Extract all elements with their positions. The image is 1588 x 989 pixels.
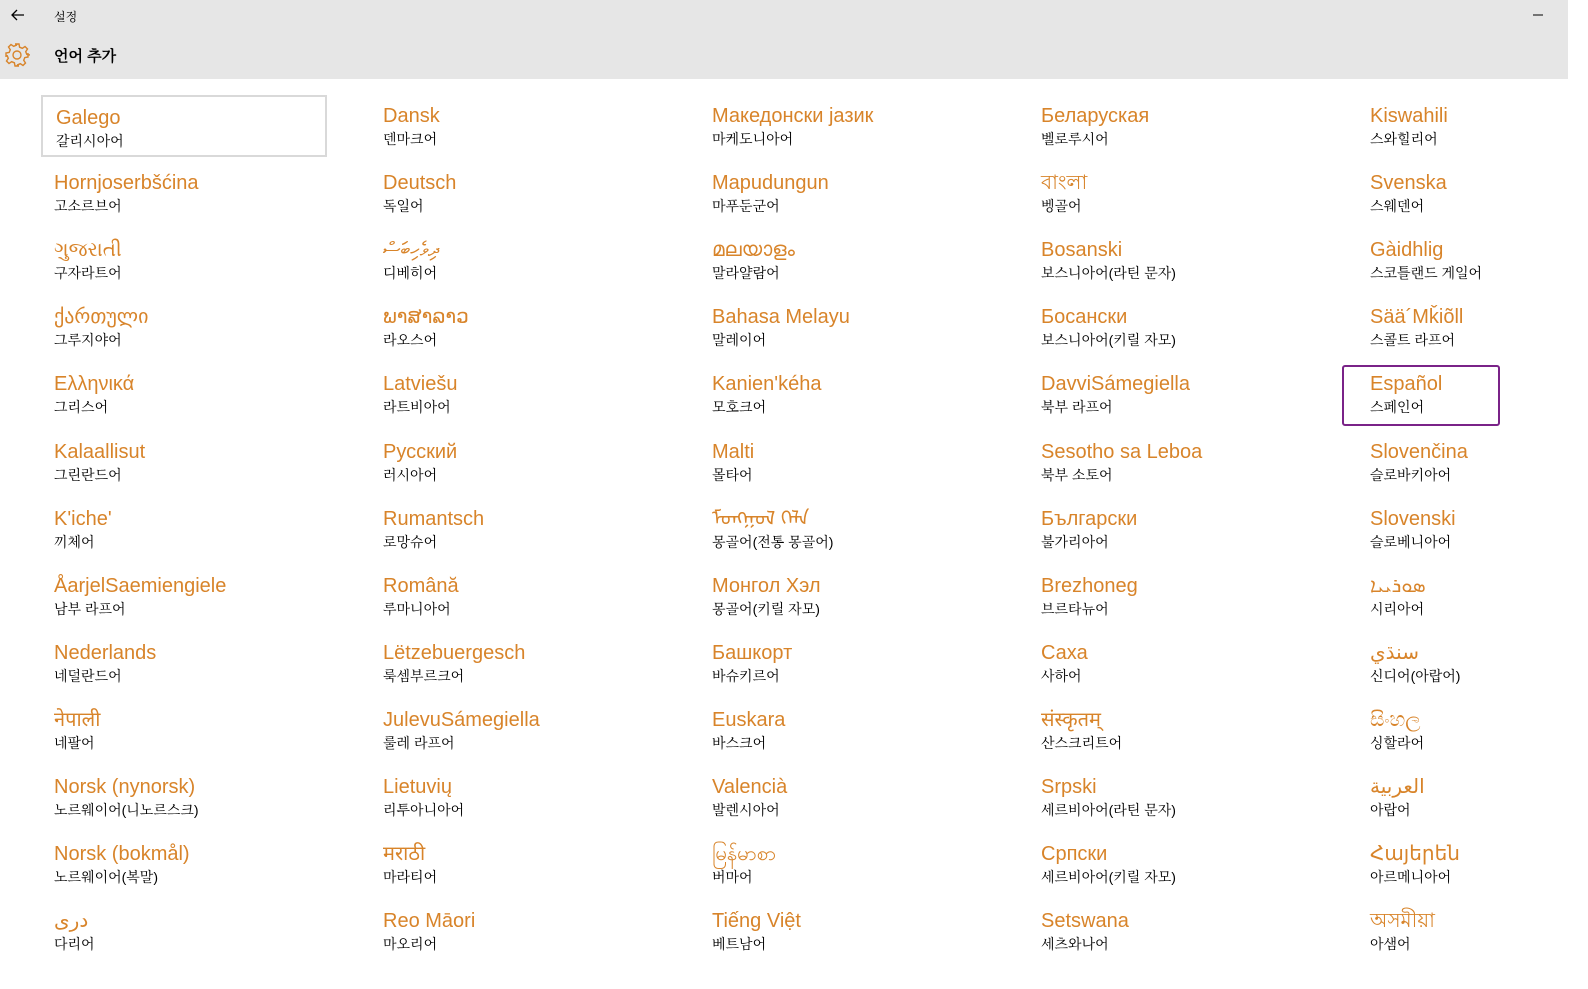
language-item[interactable] [1028, 565, 1314, 627]
language-korean-name: 북부 소토어 [1041, 467, 1113, 483]
language-native-name: Босански [1041, 306, 1128, 328]
language-item[interactable] [370, 229, 656, 291]
language-native-name: دری [54, 910, 89, 932]
language-korean-name: 브르타뉴어 [1041, 601, 1109, 617]
language-korean-name: 세르비아어(라틴 문자) [1041, 802, 1176, 818]
language-native-name: سنڌي [1370, 642, 1419, 664]
language-item[interactable] [1028, 296, 1314, 358]
language-korean-name: 러시아어 [383, 467, 438, 483]
language-korean-name: 스와힐리어 [1370, 131, 1438, 147]
language-korean-name: 마케도니아어 [712, 131, 794, 147]
language-native-name: Kiswahili [1370, 105, 1448, 127]
language-item[interactable] [370, 296, 656, 358]
language-item[interactable] [699, 833, 985, 895]
language-native-name: Latviešu [383, 373, 458, 395]
language-korean-name: 보스니아어(라틴 문자) [1041, 265, 1176, 281]
language-item[interactable] [1028, 833, 1314, 895]
language-native-name: Bahasa Melayu [712, 306, 850, 328]
language-item[interactable] [41, 699, 327, 761]
language-native-name: ÅarjelSaemiengiele [54, 575, 227, 597]
language-item[interactable] [41, 95, 327, 157]
language-item[interactable] [1357, 363, 1588, 425]
language-item[interactable] [41, 900, 327, 962]
language-item[interactable] [41, 498, 327, 560]
language-item[interactable] [370, 766, 656, 828]
language-native-name: Македонски јазик [712, 105, 874, 127]
language-native-name: Gàidhlig [1370, 239, 1444, 261]
language-korean-name: 네팔어 [54, 735, 95, 751]
language-korean-name: 몽골어(키릴 자모) [712, 601, 820, 617]
language-korean-name: 스웨덴어 [1370, 198, 1425, 214]
language-native-name: Valencià [712, 776, 788, 798]
language-korean-name: 북부 라프어 [1041, 399, 1113, 415]
language-native-name: Bosanski [1041, 239, 1123, 261]
language-native-name: Nederlands [54, 642, 157, 664]
language-native-name: Brezhoneg [1041, 575, 1138, 597]
language-native-name: Български [1041, 508, 1138, 530]
language-native-name: Kanien'kéha [712, 373, 822, 395]
language-native-name: മലയാളം [712, 239, 795, 261]
language-item[interactable] [699, 229, 985, 291]
language-native-name: Հայերեն [1370, 843, 1460, 865]
language-native-name: Malti [712, 441, 755, 463]
language-native-name: Norsk (bokmål) [54, 843, 190, 865]
language-item[interactable] [1357, 229, 1588, 291]
language-item[interactable] [1357, 95, 1588, 157]
language-item[interactable] [699, 900, 985, 962]
language-item[interactable] [1357, 900, 1588, 962]
language-item[interactable] [1028, 766, 1314, 828]
language-korean-name: 갈리시아어 [56, 133, 124, 149]
language-item[interactable] [1028, 229, 1314, 291]
language-native-name: K'iche' [54, 508, 112, 530]
language-native-name: မြန်မာစာ [712, 843, 777, 865]
language-item[interactable] [699, 363, 985, 425]
language-native-name: Башкорт [712, 642, 793, 664]
language-korean-name: 말레이어 [712, 332, 767, 348]
language-native-name: Norsk (nynorsk) [54, 776, 196, 798]
language-native-name: ગુજરાતી [54, 239, 122, 261]
language-item[interactable] [41, 766, 327, 828]
language-item[interactable] [699, 632, 985, 694]
language-item[interactable] [1028, 431, 1314, 493]
language-native-name: Setswana [1041, 910, 1129, 932]
language-native-name: Română [383, 575, 459, 597]
language-item[interactable] [1028, 498, 1314, 560]
language-native-name: JulevuSámegiella [383, 709, 540, 731]
language-native-name: Svenska [1370, 172, 1447, 194]
language-korean-name: 버마어 [712, 869, 753, 885]
language-native-name: Sää´Mǩiõll [1370, 306, 1464, 328]
language-native-name: ܣܘܪܝܝܐ [1370, 575, 1426, 597]
language-item[interactable] [699, 162, 985, 224]
language-item[interactable] [1357, 766, 1588, 828]
language-korean-name: 아샘어 [1370, 936, 1411, 952]
language-native-name: Mapudungun [712, 172, 829, 194]
language-native-name: Lietuvių [383, 776, 452, 798]
language-korean-name: 스코틀랜드 게일어 [1370, 265, 1483, 281]
language-korean-name: 다리어 [54, 936, 95, 952]
language-native-name: Español [1370, 373, 1443, 395]
language-korean-name: 불가리아어 [1041, 534, 1109, 550]
language-native-name: Reo Māori [383, 910, 476, 932]
language-item[interactable] [370, 632, 656, 694]
language-native-name: العربية [1370, 776, 1425, 798]
language-item[interactable] [1357, 431, 1588, 493]
language-native-name: Српски [1041, 843, 1108, 865]
language-korean-name: 바슈키르어 [712, 668, 780, 684]
language-korean-name: 룩셈부르크어 [383, 668, 465, 684]
language-item[interactable] [699, 431, 985, 493]
language-native-name: Беларуская [1041, 105, 1150, 127]
language-korean-name: 시리아어 [1370, 601, 1425, 617]
language-item[interactable] [1357, 296, 1588, 358]
back-arrow-icon [11, 9, 25, 21]
language-native-name: සිංහල [1370, 709, 1421, 731]
language-korean-name: 노르웨이어(복말) [54, 869, 158, 885]
language-item[interactable] [1357, 498, 1588, 560]
language-native-name: Euskara [712, 709, 786, 731]
language-item[interactable] [1028, 95, 1314, 157]
language-korean-name: 슬로바키아어 [1370, 467, 1452, 483]
language-korean-name: 그리스어 [54, 399, 109, 415]
language-item[interactable] [1357, 833, 1588, 895]
language-native-name: नेपाली [54, 709, 101, 731]
language-korean-name: 모호크어 [712, 399, 767, 415]
language-native-name: Deutsch [383, 172, 457, 194]
language-korean-name: 노르웨이어(니노르스크) [54, 802, 199, 818]
language-korean-name: 아르메니아어 [1370, 869, 1452, 885]
language-native-name: ქართული [54, 306, 149, 328]
language-item[interactable] [1028, 699, 1314, 761]
language-korean-name: 산스크리트어 [1041, 735, 1123, 751]
language-korean-name: 세르비아어(키릴 자모) [1041, 869, 1176, 885]
language-korean-name: 끼체어 [54, 534, 95, 550]
language-korean-name: 마라티어 [383, 869, 438, 885]
language-item[interactable] [41, 632, 327, 694]
language-item[interactable] [370, 162, 656, 224]
language-native-name: DavviSámegiella [1041, 373, 1190, 395]
language-item[interactable] [370, 565, 656, 627]
language-korean-name: 라트비아어 [383, 399, 451, 415]
language-native-name: ދިވެހިބަސް [383, 239, 439, 261]
language-item[interactable] [370, 699, 656, 761]
language-item[interactable] [370, 363, 656, 425]
language-native-name: Kalaallisut [54, 441, 146, 463]
language-item[interactable] [699, 766, 985, 828]
language-korean-name: 베트남어 [712, 936, 767, 952]
language-korean-name: 구자라트어 [54, 265, 122, 281]
language-item[interactable] [41, 431, 327, 493]
language-native-name: मराठी [383, 843, 426, 865]
language-native-name: Русский [383, 441, 458, 463]
language-item[interactable] [41, 833, 327, 895]
language-item[interactable] [1357, 632, 1588, 694]
language-native-name: Sesotho sa Leboa [1041, 441, 1203, 463]
language-korean-name: 룰레 라프어 [383, 735, 455, 751]
language-native-name: Саха [1041, 642, 1088, 664]
language-korean-name: 벵골어 [1041, 198, 1082, 214]
back-button[interactable] [6, 4, 30, 26]
language-item[interactable] [699, 296, 985, 358]
language-item[interactable] [370, 498, 656, 560]
title-bar [0, 0, 1568, 79]
language-korean-name: 리투아니아어 [383, 802, 465, 818]
language-korean-name: 디베히어 [383, 265, 438, 281]
language-native-name: Slovenčina [1370, 441, 1468, 463]
language-korean-name: 고소르브어 [54, 198, 122, 214]
language-korean-name: 남부 라프어 [54, 601, 126, 617]
language-korean-name: 스페인어 [1370, 399, 1425, 415]
language-item[interactable] [1357, 565, 1588, 627]
language-item[interactable] [699, 95, 985, 157]
language-item[interactable] [41, 565, 327, 627]
language-korean-name: 몽골어(전통 몽골어) [712, 534, 834, 550]
language-native-name: Slovenski [1370, 508, 1456, 530]
language-native-name: Galego [56, 107, 121, 129]
language-korean-name: 보스니아어(키릴 자모) [1041, 332, 1176, 348]
language-native-name: Dansk [383, 105, 440, 127]
language-item[interactable] [41, 162, 327, 224]
language-korean-name: 그린란드어 [54, 467, 122, 483]
language-native-name: বাংলা [1041, 172, 1088, 194]
language-korean-name: 그루지야어 [54, 332, 122, 348]
language-item[interactable] [370, 95, 656, 157]
gear-icon [4, 42, 30, 68]
language-korean-name: 사하어 [1041, 668, 1082, 684]
language-native-name: Hornjoserbšćina [54, 172, 199, 194]
language-korean-name: 벨로루시어 [1041, 131, 1109, 147]
language-korean-name: 몰타어 [712, 467, 753, 483]
language-korean-name: 슬로베니아어 [1370, 534, 1452, 550]
language-item[interactable] [370, 431, 656, 493]
language-item[interactable] [699, 565, 985, 627]
language-korean-name: 루마니아어 [383, 601, 451, 617]
language-korean-name: 덴마크어 [383, 131, 438, 147]
language-native-name: অসমীয়া [1370, 910, 1435, 932]
language-item[interactable] [370, 833, 656, 895]
language-korean-name: 마푸둔군어 [712, 198, 780, 214]
language-item[interactable] [1357, 699, 1588, 761]
language-item[interactable] [1028, 632, 1314, 694]
language-korean-name: 독일어 [383, 198, 424, 214]
language-korean-name: 스콜트 라프어 [1370, 332, 1456, 348]
language-korean-name: 발렌시아어 [712, 802, 780, 818]
language-item[interactable] [41, 229, 327, 291]
language-native-name: Монгол Хэл [712, 575, 821, 597]
language-native-name: Tiếng Việt [712, 910, 801, 932]
language-korean-name: 로망슈어 [383, 534, 438, 550]
language-korean-name: 말라얄람어 [712, 265, 780, 281]
language-korean-name: 신디어(아랍어) [1370, 668, 1461, 684]
page-title: 언어 추가 [54, 48, 117, 65]
language-korean-name: 아랍어 [1370, 802, 1411, 818]
language-item[interactable] [41, 296, 327, 358]
language-native-name: ພາສາລາວ [383, 306, 469, 328]
language-native-name: Lëtzebuergesch [383, 642, 526, 664]
language-korean-name: 바스크어 [712, 735, 767, 751]
language-native-name: ᠮᠣᠩᠭᠣᠯ ᠬᠡᠯᠡ [712, 508, 810, 530]
language-item[interactable] [41, 363, 327, 425]
language-native-name: संस्कृतम् [1041, 709, 1102, 731]
language-korean-name: 라오스어 [383, 332, 438, 348]
app-title: 설정 [54, 10, 78, 24]
language-item[interactable] [1028, 900, 1314, 962]
language-native-name: Ελληνικά [54, 373, 135, 395]
minimize-button[interactable] [1518, 2, 1558, 28]
minimize-icon [1532, 9, 1544, 21]
language-korean-name: 세츠와나어 [1041, 936, 1109, 952]
language-item[interactable] [1028, 363, 1314, 425]
language-item[interactable] [370, 900, 656, 962]
language-item[interactable] [1357, 162, 1588, 224]
language-korean-name: 마오리어 [383, 936, 438, 952]
language-item[interactable] [699, 699, 985, 761]
language-item[interactable] [1028, 162, 1314, 224]
language-korean-name: 싱할라어 [1370, 735, 1425, 751]
language-native-name: Srpski [1041, 776, 1097, 798]
language-item[interactable] [699, 498, 985, 560]
language-korean-name: 네덜란드어 [54, 668, 122, 684]
language-native-name: Rumantsch [383, 508, 485, 530]
